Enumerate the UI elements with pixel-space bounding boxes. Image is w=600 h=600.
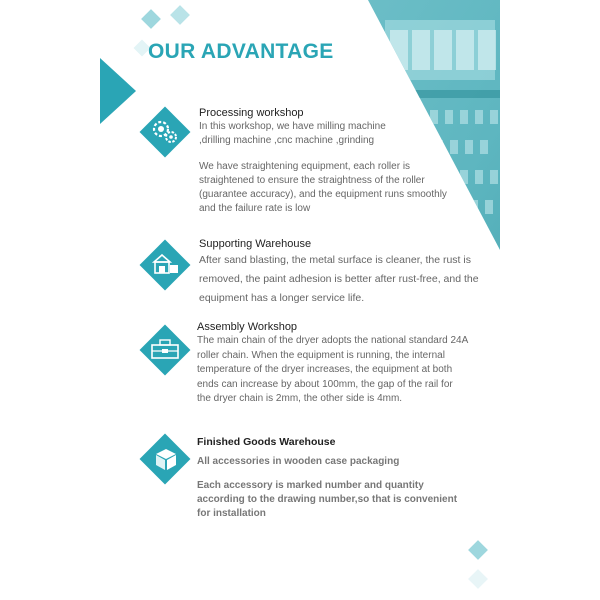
section-assembly-workshop xyxy=(197,320,487,407)
warehouse-icon xyxy=(140,240,191,291)
section-text-line: temperature of the dryer increases, the equipment at both xyxy=(197,364,453,375)
section-text-line: Each accessory is marked number and quantity xyxy=(197,480,424,491)
deco-diamond-4 xyxy=(468,540,488,560)
section-text-line: according to the drawing number,so that is convenient xyxy=(197,494,458,505)
section-processing-workshop xyxy=(199,106,489,216)
section-finished-goods-warehouse xyxy=(197,435,487,521)
section-text-line: We have straightening equipment, each roller is xyxy=(199,161,411,172)
left-accent-triangle xyxy=(100,58,136,124)
section-text-line: removed, the paint adhesion is better after rust-free, and the xyxy=(199,273,479,285)
section-text-line: roller chain. When the equipment is running, the internal xyxy=(197,349,445,361)
gears-icon xyxy=(140,107,191,158)
section-text-line: and the failure rate is low xyxy=(199,203,311,214)
section-text-line: for installation xyxy=(197,508,266,519)
section-heading: Assembly Workshop xyxy=(197,321,298,333)
section-heading: Finished Goods Warehouse xyxy=(197,436,336,448)
section-text-line: (guarantee accuracy), and the equipment runs smoothly xyxy=(199,189,447,200)
section-text-line: The main chain of the dryer adopts the national standard 24A xyxy=(197,335,469,346)
deco-diamond-5 xyxy=(468,569,488,589)
section-text-line: straightened to ensure the straightness of the roller xyxy=(199,175,425,186)
advantage-poster xyxy=(100,0,500,600)
section-text-line: ends can increase by about 100mm, the gap of the rail for xyxy=(197,378,453,390)
section-supporting-warehouse xyxy=(199,237,489,308)
box-icon xyxy=(140,434,191,485)
section-text-line: All accessories in wooden case packaging xyxy=(197,456,400,467)
page-title: OUR ADVANTAGE xyxy=(148,40,334,63)
section-text-line: the dryer chain is 2mm, the other side is 4mm. xyxy=(197,393,403,404)
toolbox-icon xyxy=(140,325,191,376)
section-text-line: After sand blasting, the metal surface is cleaner, the rust is xyxy=(199,254,471,266)
deco-diamond-1 xyxy=(141,9,161,29)
section-text-line: In this workshop, we have milling machine xyxy=(199,121,386,132)
section-text-line: equipment has a longer service life. xyxy=(199,292,365,304)
section-heading: Supporting Warehouse xyxy=(199,238,312,250)
deco-diamond-2 xyxy=(170,5,190,25)
section-heading: Processing workshop xyxy=(199,107,304,119)
section-text-line: ,drilling machine ,cnc machine ,grinding xyxy=(199,135,375,146)
